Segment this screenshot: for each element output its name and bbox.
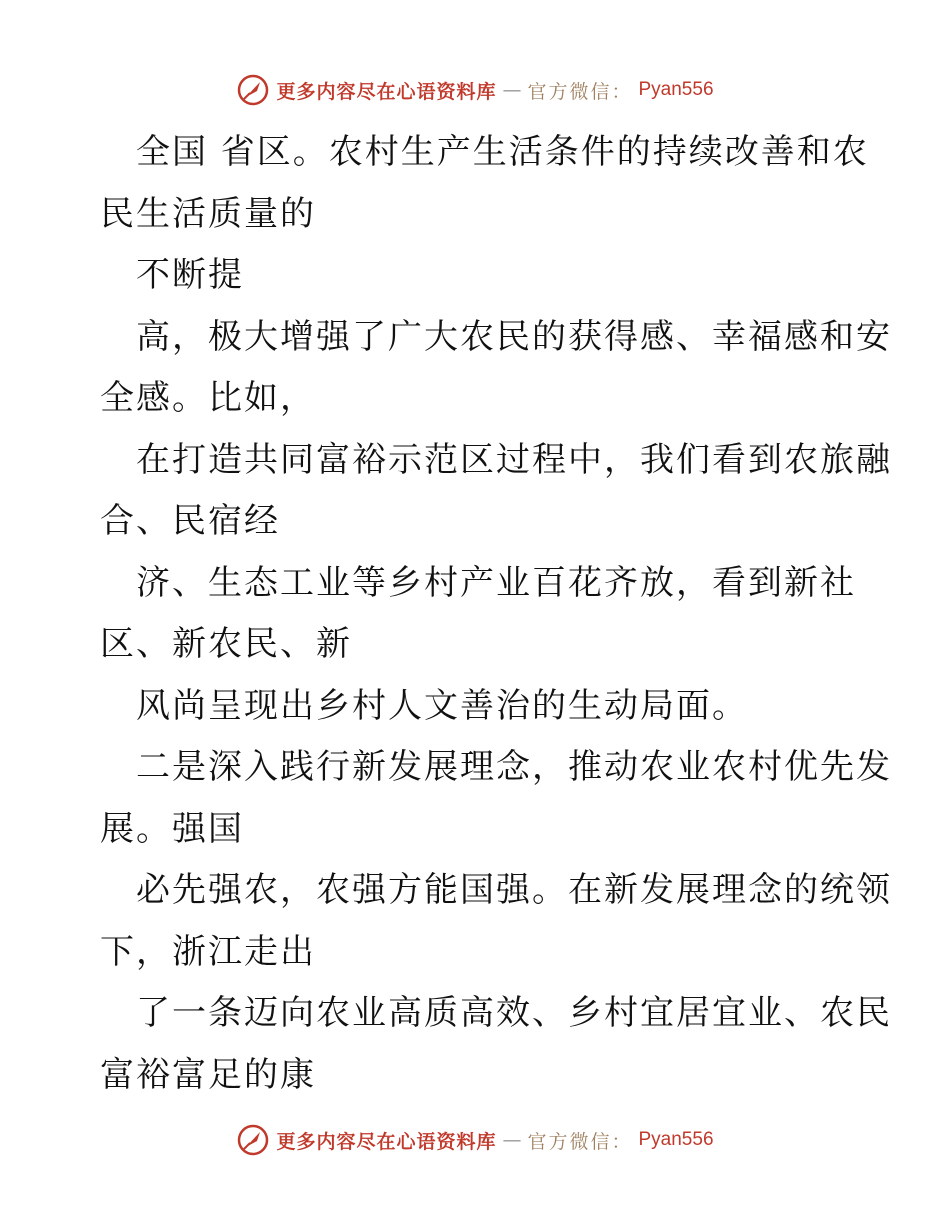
body-line: 必先强农，农强方能国强。在新发展理念的统领	[136, 870, 892, 910]
body-line: 展。强国	[100, 808, 244, 849]
watermark-official-label: 官方微信：	[527, 80, 633, 103]
watermark-title: 更多内容尽在心语资料库	[276, 1130, 497, 1153]
body-line: 全国 省区。农村生产生活条件的持续改善和农	[136, 132, 869, 172]
body-line: 济、生态工业等乡村产业百花齐放，看到新社	[136, 562, 856, 603]
body-line: 不断提	[136, 255, 244, 295]
body-line: 高，极大增强了广大农民的获得感、幸福感和安	[136, 316, 892, 357]
watermark-wechat-id: Pyan556	[638, 1129, 714, 1150]
body-line: 在打造共同富裕示范区过程中，我们看到农旅融	[136, 439, 892, 480]
body-line: 区、新农民、新	[100, 624, 352, 664]
quill-logo-icon	[236, 73, 270, 107]
watermark-official-label: 官方微信：	[527, 1130, 633, 1153]
body-line: 富裕富足的康	[100, 1054, 316, 1095]
body-line: 了一条迈向农业高质高效、乡村宜居宜业、农民	[136, 993, 892, 1033]
body-line: 全感。比如，	[100, 378, 316, 418]
body-line: 民生活质量的	[100, 193, 316, 234]
body-line: 风尚呈现出乡村人文善治的生动局面。	[136, 685, 748, 726]
watermark-separator: —	[502, 1129, 522, 1151]
header-watermark	[0, 70, 950, 110]
body-line: 二是深入践行新发展理念，推动农业农村优先发	[136, 747, 892, 787]
footer-watermark	[0, 1120, 950, 1160]
watermark-wechat-id: Pyan556	[638, 79, 714, 100]
body-line: 合、民宿经	[100, 501, 280, 541]
body-line: 下，浙江走出	[100, 931, 316, 972]
document-body	[100, 122, 892, 1106]
watermark-title: 更多内容尽在心语资料库	[276, 80, 497, 103]
watermark-separator: —	[502, 79, 522, 101]
quill-logo-icon	[236, 1123, 270, 1157]
